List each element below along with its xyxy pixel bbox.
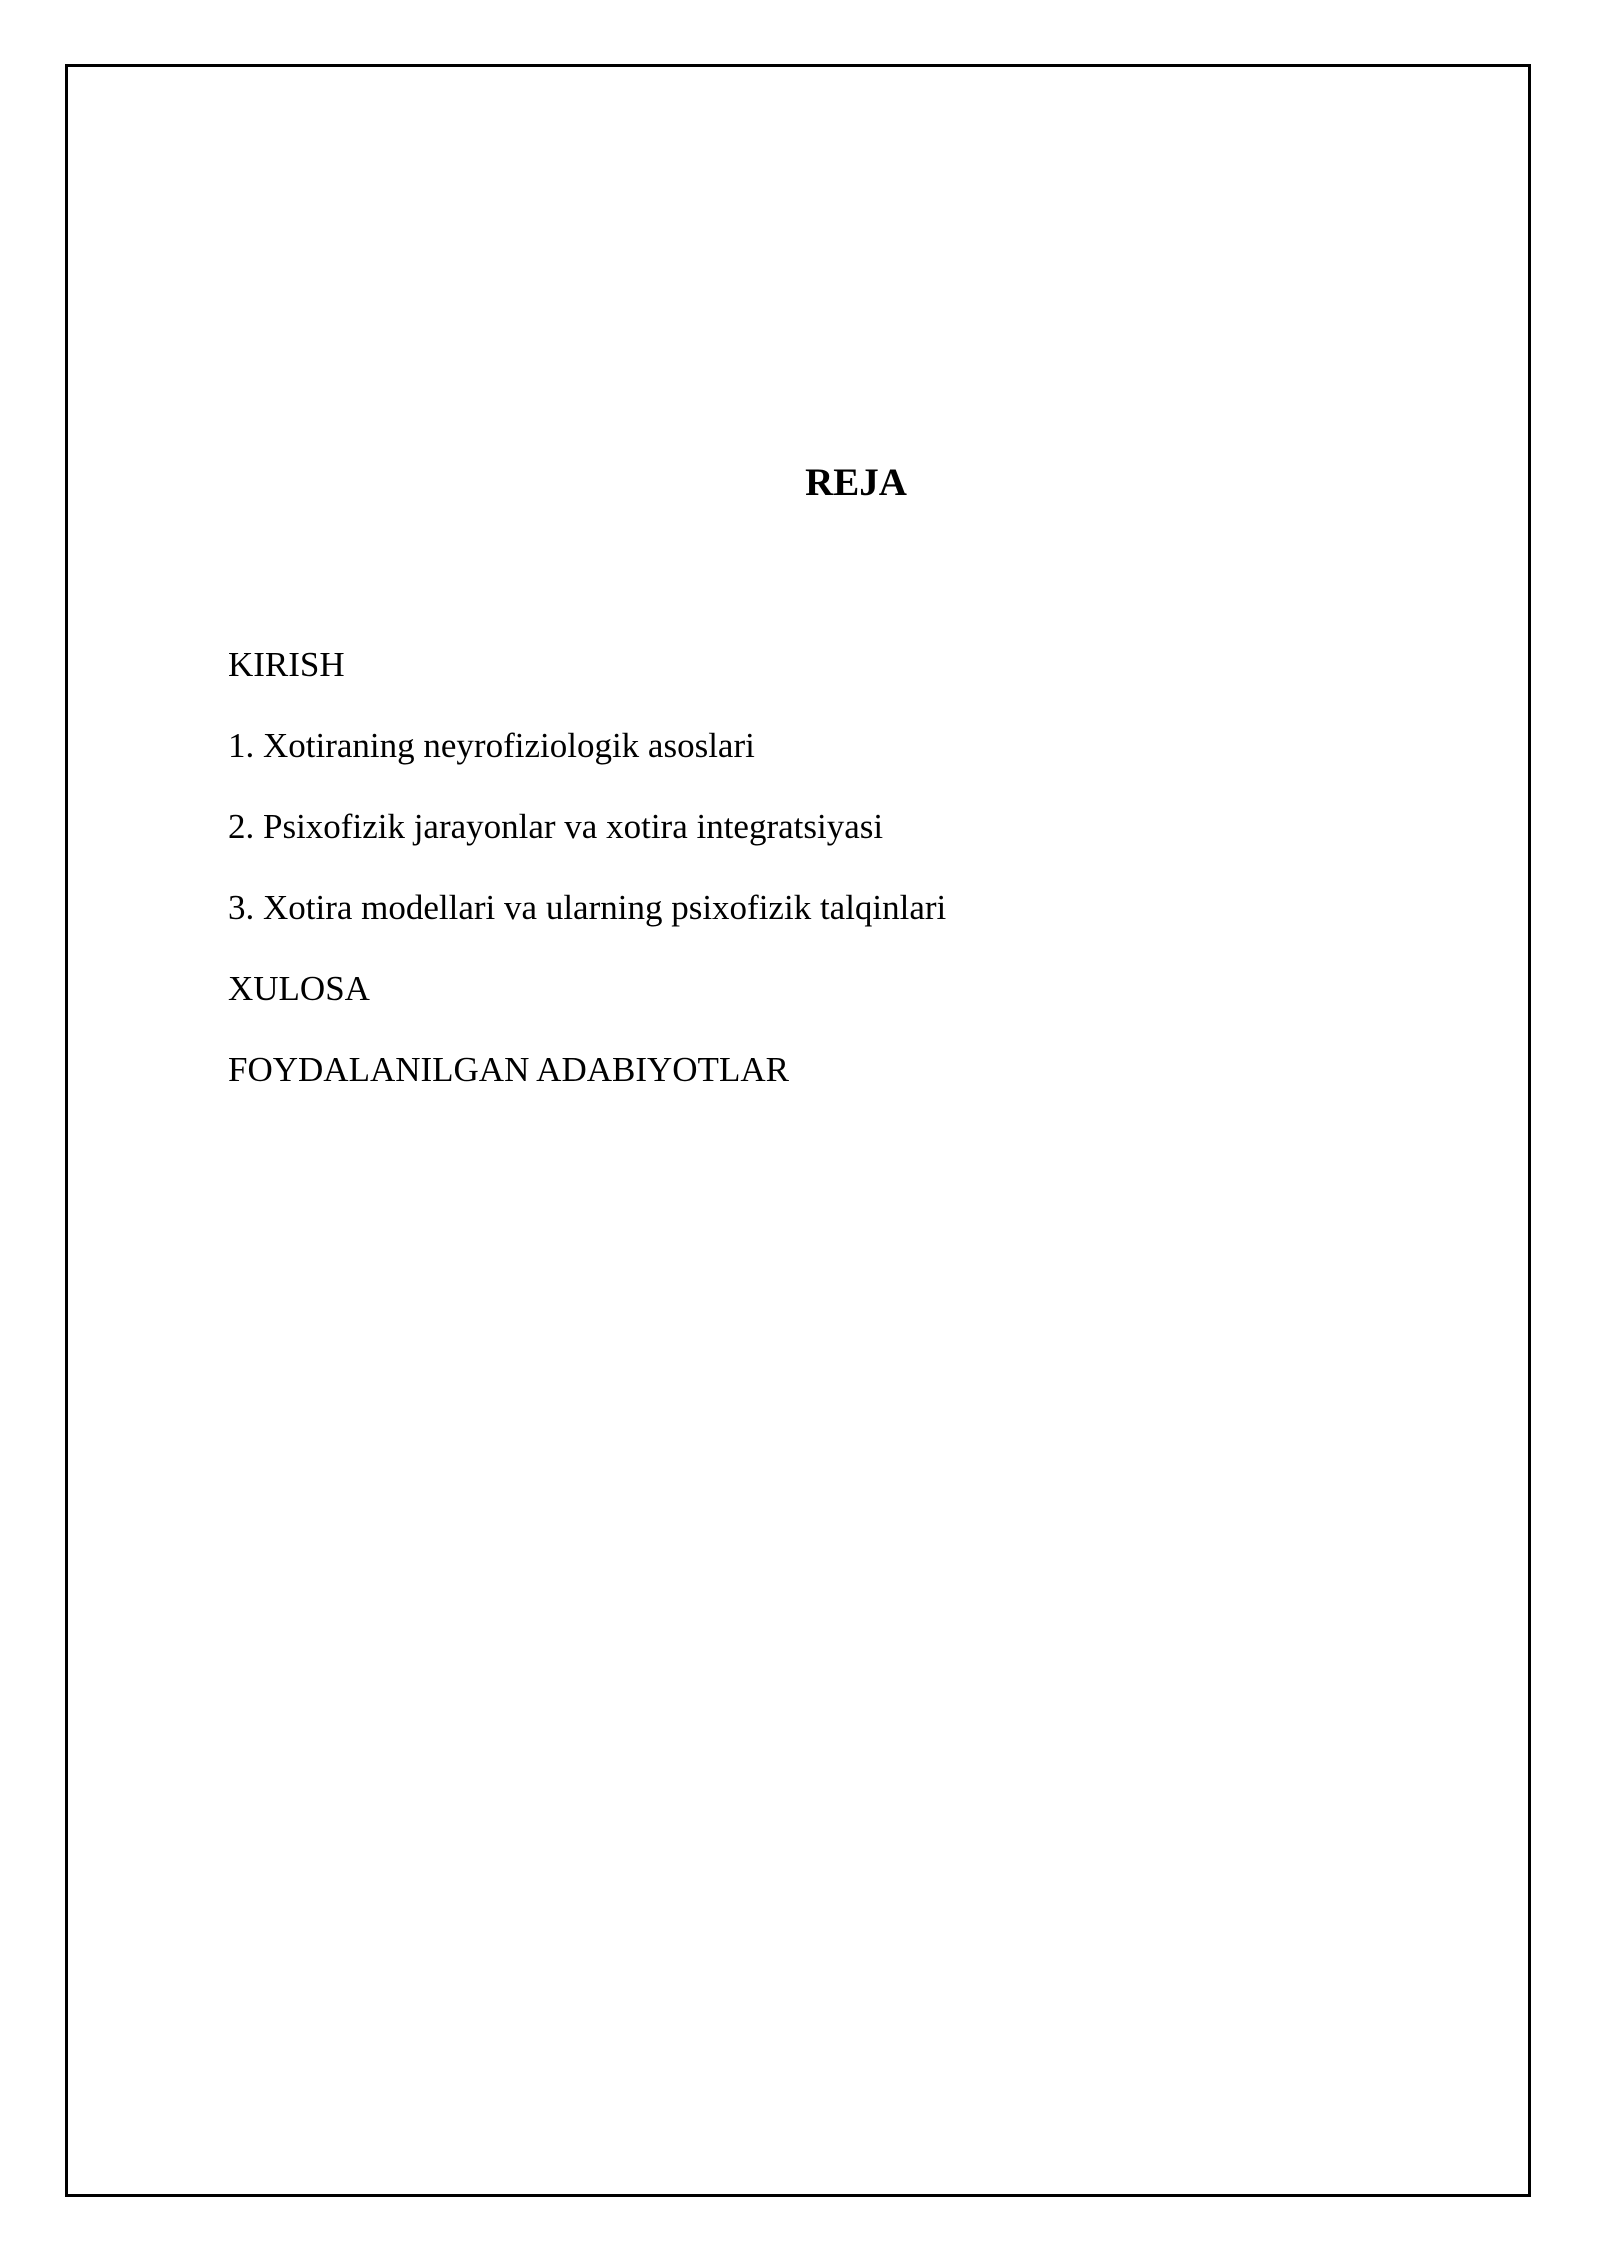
toc-item-chapter-1: 1. Xotiraning neyrofiziologik asoslari <box>228 726 755 765</box>
toc-item-conclusion: XULOSA <box>228 969 370 1008</box>
toc-item-introduction: KIRISH <box>228 645 345 684</box>
toc-item-chapter-3: 3. Xotira modellari va ularning psixofizik talqinlari <box>228 888 947 927</box>
page-border-frame <box>65 64 1531 2197</box>
toc-item-chapter-2: 2. Psixofizik jarayonlar va xotira integratsiyasi <box>228 807 884 846</box>
toc-item-references: FOYDALANILGAN ADABIYOTLAR <box>228 1050 789 1089</box>
document-title: REJA <box>805 461 907 504</box>
table-of-contents <box>228 640 946 1126</box>
